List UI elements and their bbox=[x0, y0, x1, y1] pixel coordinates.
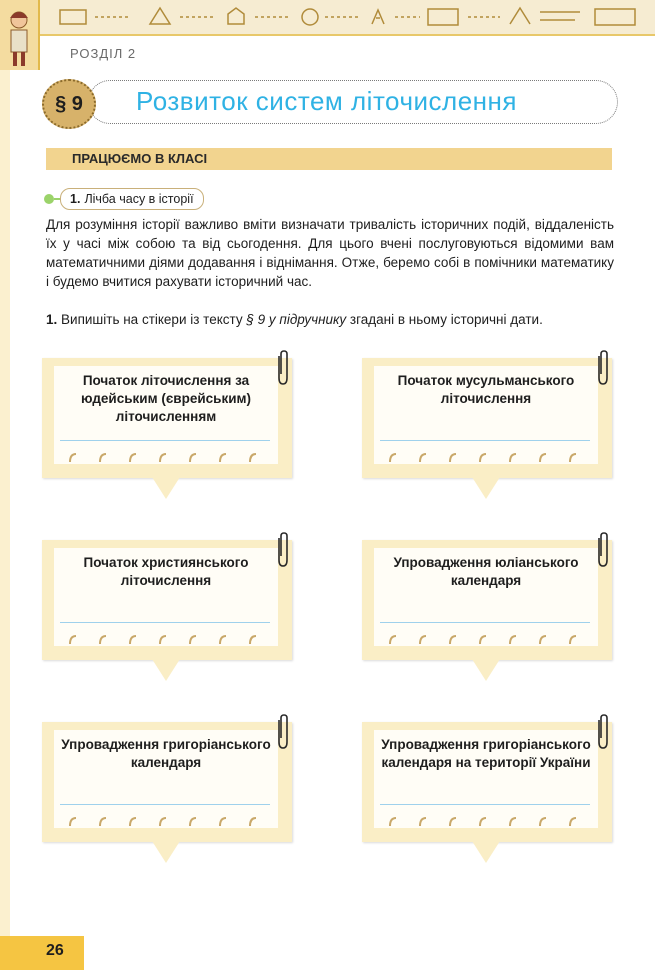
paragraph-badge: § 9 bbox=[42, 79, 96, 129]
paperclip-icon bbox=[276, 532, 290, 568]
answer-line[interactable] bbox=[380, 804, 590, 805]
sticker-label: Упровадження юліанського календаря bbox=[393, 555, 579, 588]
sticker-tail bbox=[152, 659, 180, 681]
task-paragraph bbox=[46, 310, 614, 329]
binding-holes-icon bbox=[380, 816, 590, 830]
scribe-figure-icon bbox=[0, 0, 40, 70]
paperclip-icon bbox=[276, 350, 290, 386]
answer-line[interactable] bbox=[60, 622, 270, 623]
top-band-rule bbox=[0, 34, 655, 36]
sticker-tail bbox=[472, 477, 500, 499]
sticker-label: Упровадження григоріанського календаря bbox=[61, 737, 271, 770]
task-reference: § 9 у підручнику bbox=[246, 312, 347, 327]
task-text-after: згадані в ньому історичні дати. bbox=[349, 312, 543, 327]
sticker-tail bbox=[472, 841, 500, 863]
page-number-tab bbox=[0, 936, 84, 970]
left-margin-stripe bbox=[0, 70, 10, 940]
binding-holes-icon bbox=[60, 452, 270, 466]
answer-line[interactable] bbox=[60, 804, 270, 805]
binding-holes-icon bbox=[380, 634, 590, 648]
intro-paragraph: Для розуміння історії важливо вміти визначати тривалість історичних подій, віддаленість їх у часі між собою та від сьогодення. Для цього вчені послуговуються відомими вам математичними діями додавання і віднімання. Отже, беремо собі в помічники математику і будемо вчитися рахувати історичний час. bbox=[46, 217, 614, 289]
binding-holes-icon bbox=[380, 452, 590, 466]
sticker-card[interactable] bbox=[362, 540, 612, 680]
top-decor-band bbox=[0, 0, 655, 34]
sticker-card[interactable] bbox=[362, 722, 612, 862]
subsection-number: 1. bbox=[70, 192, 81, 206]
paperclip-icon bbox=[596, 714, 610, 750]
sticker-card[interactable] bbox=[42, 722, 292, 862]
paperclip-icon bbox=[276, 714, 290, 750]
section-label: РОЗДІЛ 2 bbox=[70, 46, 137, 61]
bullet-dot-icon bbox=[44, 194, 54, 204]
sticker-label: Початок мусульманського літочислення bbox=[397, 373, 575, 406]
task-number: 1. bbox=[46, 312, 58, 327]
task-text-before: Випишіть на стікери із тексту bbox=[61, 312, 243, 327]
paperclip-icon bbox=[596, 350, 610, 386]
work-in-class-heading: ПРАЦЮЄМО В КЛАСІ bbox=[72, 151, 208, 166]
lesson-title: Розвиток систем літочислення bbox=[136, 86, 517, 116]
paperclip-icon bbox=[596, 532, 610, 568]
history-icons-strip bbox=[0, 0, 655, 34]
sticker-card[interactable] bbox=[42, 358, 292, 498]
sticker-card[interactable] bbox=[362, 358, 612, 498]
sticker-label: Початок літочислення за юдейським (єврейським) літочисленням bbox=[81, 373, 251, 424]
sticker-tail bbox=[152, 477, 180, 499]
subsection-title: Лічба часу в історії bbox=[84, 192, 194, 206]
subsection-heading bbox=[60, 188, 204, 210]
sticker-label: Упровадження григоріанського календаря на території України bbox=[381, 737, 591, 770]
sticker-card[interactable] bbox=[42, 540, 292, 680]
sticker-tail bbox=[472, 659, 500, 681]
sticker-label: Початок християнського літочислення bbox=[83, 555, 249, 588]
answer-line[interactable] bbox=[380, 622, 590, 623]
answer-line[interactable] bbox=[380, 440, 590, 441]
page-number: 26 bbox=[46, 942, 64, 959]
sticker-tail bbox=[152, 841, 180, 863]
answer-line[interactable] bbox=[60, 440, 270, 441]
binding-holes-icon bbox=[60, 634, 270, 648]
binding-holes-icon bbox=[60, 816, 270, 830]
